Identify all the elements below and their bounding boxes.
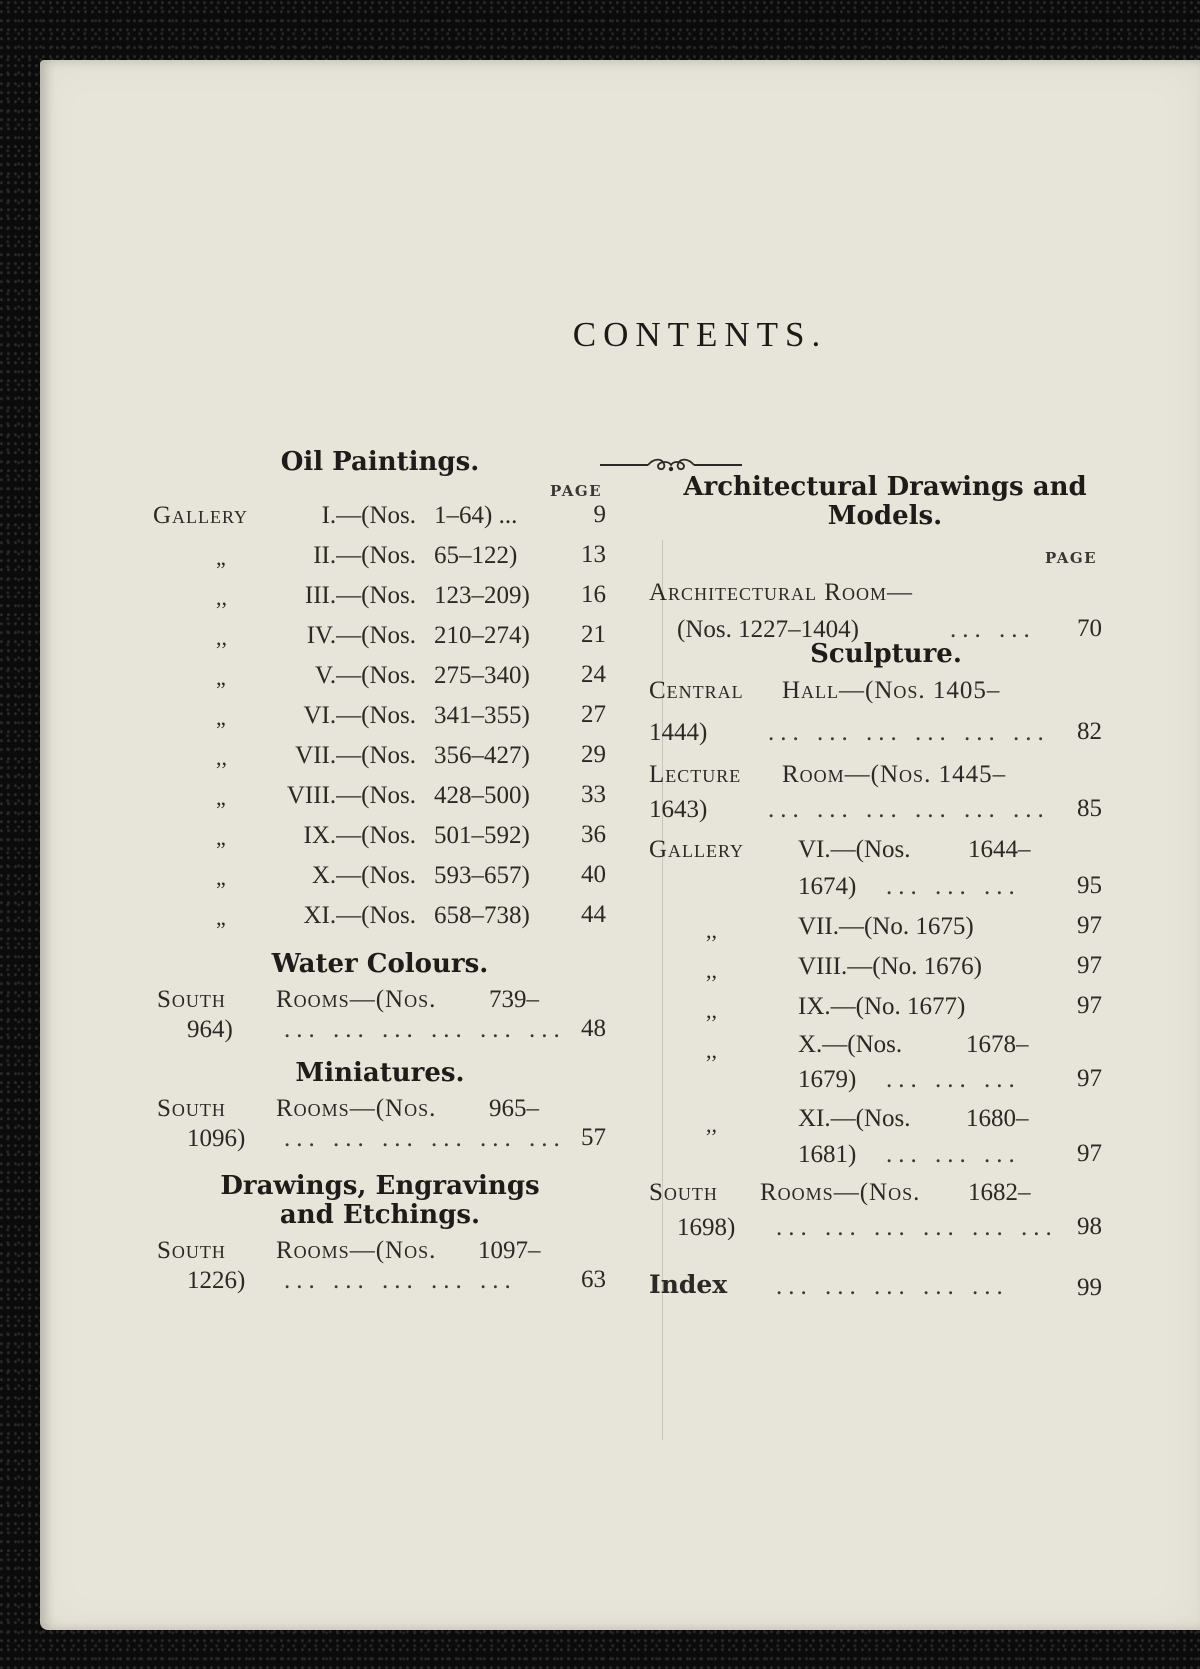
catalogue-range: 65–122): [434, 542, 518, 569]
ditto-mark: ,,: [706, 958, 717, 983]
leader-dots: ... ...: [950, 616, 1036, 643]
entry-range-end: 964): [187, 1016, 233, 1043]
page-number: 27: [581, 701, 606, 728]
heading-sculpture: Sculpture.: [810, 639, 962, 669]
ditto-mark: „: [216, 665, 226, 690]
page-number: 36: [581, 821, 606, 848]
entry-room: Rooms—(Nos.: [276, 1095, 437, 1122]
page-number: 85: [1077, 795, 1102, 822]
ditto-mark: „: [216, 825, 226, 850]
catalogue-page: [40, 60, 1200, 1630]
gallery-numeral: IX.—(Nos.: [303, 822, 416, 849]
page-number: 97: [1077, 912, 1102, 939]
entry-range-end: 1226): [187, 1267, 246, 1294]
gallery-numeral: VI.—(Nos.: [303, 702, 416, 729]
ditto-mark: ,,: [216, 585, 227, 610]
entry-location: South: [157, 1095, 226, 1122]
ditto-mark: ,,: [706, 1112, 717, 1137]
ditto-mark: „: [216, 545, 226, 570]
ditto-mark: ,,: [706, 998, 717, 1023]
gallery-numeral: VII.—(Nos.: [295, 742, 416, 769]
leader-dots: ... ... ... ... ... ...: [776, 1214, 1058, 1241]
leader-dots: ... ... ...: [886, 873, 1021, 900]
page-number: 82: [1077, 718, 1102, 745]
page-number: 44: [581, 901, 606, 928]
entry-range-end: 1444): [649, 719, 708, 746]
entry-room: Hall—(Nos. 1405–: [782, 677, 1001, 704]
heading-architectural-line2: Models.: [827, 501, 943, 531]
entry-range-start: 1682–: [968, 1179, 1031, 1206]
page-number: 98: [1077, 1213, 1102, 1240]
gallery-entry: VII.—(No. 1675): [798, 913, 974, 940]
page-number: 29: [581, 741, 606, 768]
leader-dots: ... ... ... ... ...: [284, 1267, 517, 1294]
gallery-entry: VIII.—(No. 1676): [798, 953, 982, 980]
entry-range-end: 1643): [649, 796, 708, 823]
entry-range-start: 1680–: [966, 1105, 1029, 1132]
entry-range-start: 739–: [489, 986, 539, 1013]
gallery-numeral: V.—(Nos.: [315, 662, 416, 689]
ditto-mark: „: [216, 785, 226, 810]
entry-room: Room—(Nos. 1445–: [782, 761, 1007, 788]
page-number: 97: [1077, 1065, 1102, 1092]
catalogue-range: 1–64) ...: [434, 502, 518, 529]
leader-dots: ... ... ... ... ... ...: [284, 1016, 566, 1043]
gallery-numeral: XI.—(Nos.: [303, 902, 416, 929]
entry-range-start: 965–: [489, 1095, 539, 1122]
page-number: 70: [1077, 615, 1102, 642]
heading-drawings-line2: and Etchings.: [279, 1200, 481, 1230]
index-label: Index: [649, 1270, 728, 1299]
catalogue-range: 356–427): [434, 742, 530, 769]
page-number: 97: [1077, 1140, 1102, 1167]
entry-range: (Nos. 1227–1404): [677, 616, 859, 643]
gallery-entry: IX.—(No. 1677): [798, 993, 966, 1020]
ditto-mark: ,,: [216, 625, 227, 650]
catalogue-range: 428–500): [434, 782, 530, 809]
page-number: 13: [581, 541, 606, 568]
page-number: 99: [1077, 1274, 1102, 1301]
leader-dots: ... ... ... ... ...: [776, 1273, 1009, 1300]
entry-range-start: 1097–: [478, 1237, 541, 1264]
ditto-mark: ,,: [706, 1038, 717, 1063]
page-number: 9: [593, 501, 606, 528]
entry-range-end: 1681): [798, 1141, 857, 1168]
page-number: 97: [1077, 952, 1102, 979]
gallery-numeral: I.—(Nos.: [321, 502, 416, 529]
page-number: 40: [581, 861, 606, 888]
gallery-label: Gallery: [649, 836, 745, 863]
entry-room: Rooms—(Nos.: [760, 1179, 921, 1206]
entry-range-start: 1678–: [966, 1031, 1029, 1058]
ditto-mark: „: [216, 705, 226, 730]
gallery-numeral: X.—(Nos.: [311, 862, 416, 889]
page-column-label: PAGE: [1045, 549, 1098, 567]
heading-oil-paintings: Oil Paintings.: [280, 447, 480, 477]
catalogue-range: 341–355): [434, 702, 530, 729]
page-number: 21: [581, 621, 606, 648]
gallery-numeral: IV.—(Nos.: [306, 622, 416, 649]
heading-architectural: Architectural Drawings and: [683, 472, 1087, 502]
gallery-numeral: II.—(Nos.: [313, 542, 416, 569]
page-number: 48: [581, 1015, 606, 1042]
leader-dots: ... ... ... ... ... ...: [284, 1125, 566, 1152]
page-column-label: PAGE: [550, 482, 603, 500]
entry-location: South: [157, 986, 226, 1013]
ditto-mark: ,,: [216, 745, 227, 770]
entry-range-start: 1644–: [968, 836, 1031, 863]
gallery-numeral: X.—(Nos.: [798, 1031, 903, 1058]
entry-range-end: 1096): [187, 1125, 246, 1152]
entry-room: Architectural Room—: [649, 579, 913, 606]
ditto-mark: ,,: [706, 918, 717, 943]
entry-location: Lecture: [649, 761, 742, 788]
entry-range-end: 1679): [798, 1066, 857, 1093]
gallery-numeral: VIII.—(Nos.: [286, 782, 416, 809]
entry-location: South: [649, 1179, 718, 1206]
catalogue-range: 593–657): [434, 862, 530, 889]
page-number: 16: [581, 581, 606, 608]
page-number: 95: [1077, 872, 1102, 899]
gallery-numeral: VI.—(Nos.: [798, 836, 911, 863]
gallery-numeral: XI.—(Nos.: [798, 1105, 911, 1132]
catalogue-range: 501–592): [434, 822, 530, 849]
page-title: CONTENTS.: [572, 315, 828, 354]
ditto-mark: „: [216, 865, 226, 890]
catalogue-range: 658–738): [434, 902, 530, 929]
entry-range-end: 1698): [677, 1214, 736, 1241]
entry-range-end: 1674): [798, 873, 857, 900]
page-number: 24: [581, 661, 606, 688]
page-number: 97: [1077, 992, 1102, 1019]
entry-location: Central: [649, 677, 744, 704]
catalogue-range: 210–274): [434, 622, 530, 649]
heading-miniatures: Miniatures.: [295, 1058, 465, 1088]
page-number: 33: [581, 781, 606, 808]
gallery-label: Gallery: [153, 502, 249, 529]
page-number: 57: [581, 1124, 606, 1151]
gallery-numeral: III.—(Nos.: [304, 582, 416, 609]
heading-drawings: Drawings, Engravings: [220, 1171, 540, 1201]
entry-room: Rooms—(Nos.: [276, 1237, 437, 1264]
page-number: 63: [581, 1266, 606, 1293]
leader-dots: ... ... ... ... ... ...: [768, 796, 1050, 823]
heading-water-colours: Water Colours.: [271, 949, 489, 979]
ditto-mark: „: [216, 905, 226, 930]
leader-dots: ... ... ... ... ... ...: [768, 719, 1050, 746]
leader-dots: ... ... ...: [886, 1066, 1021, 1093]
catalogue-range: 123–209): [434, 582, 530, 609]
entry-location: South: [157, 1237, 226, 1264]
catalogue-range: 275–340): [434, 662, 530, 689]
column-divider: [662, 540, 663, 1440]
entry-room: Rooms—(Nos.: [276, 986, 437, 1013]
leader-dots: ... ... ...: [886, 1141, 1021, 1168]
